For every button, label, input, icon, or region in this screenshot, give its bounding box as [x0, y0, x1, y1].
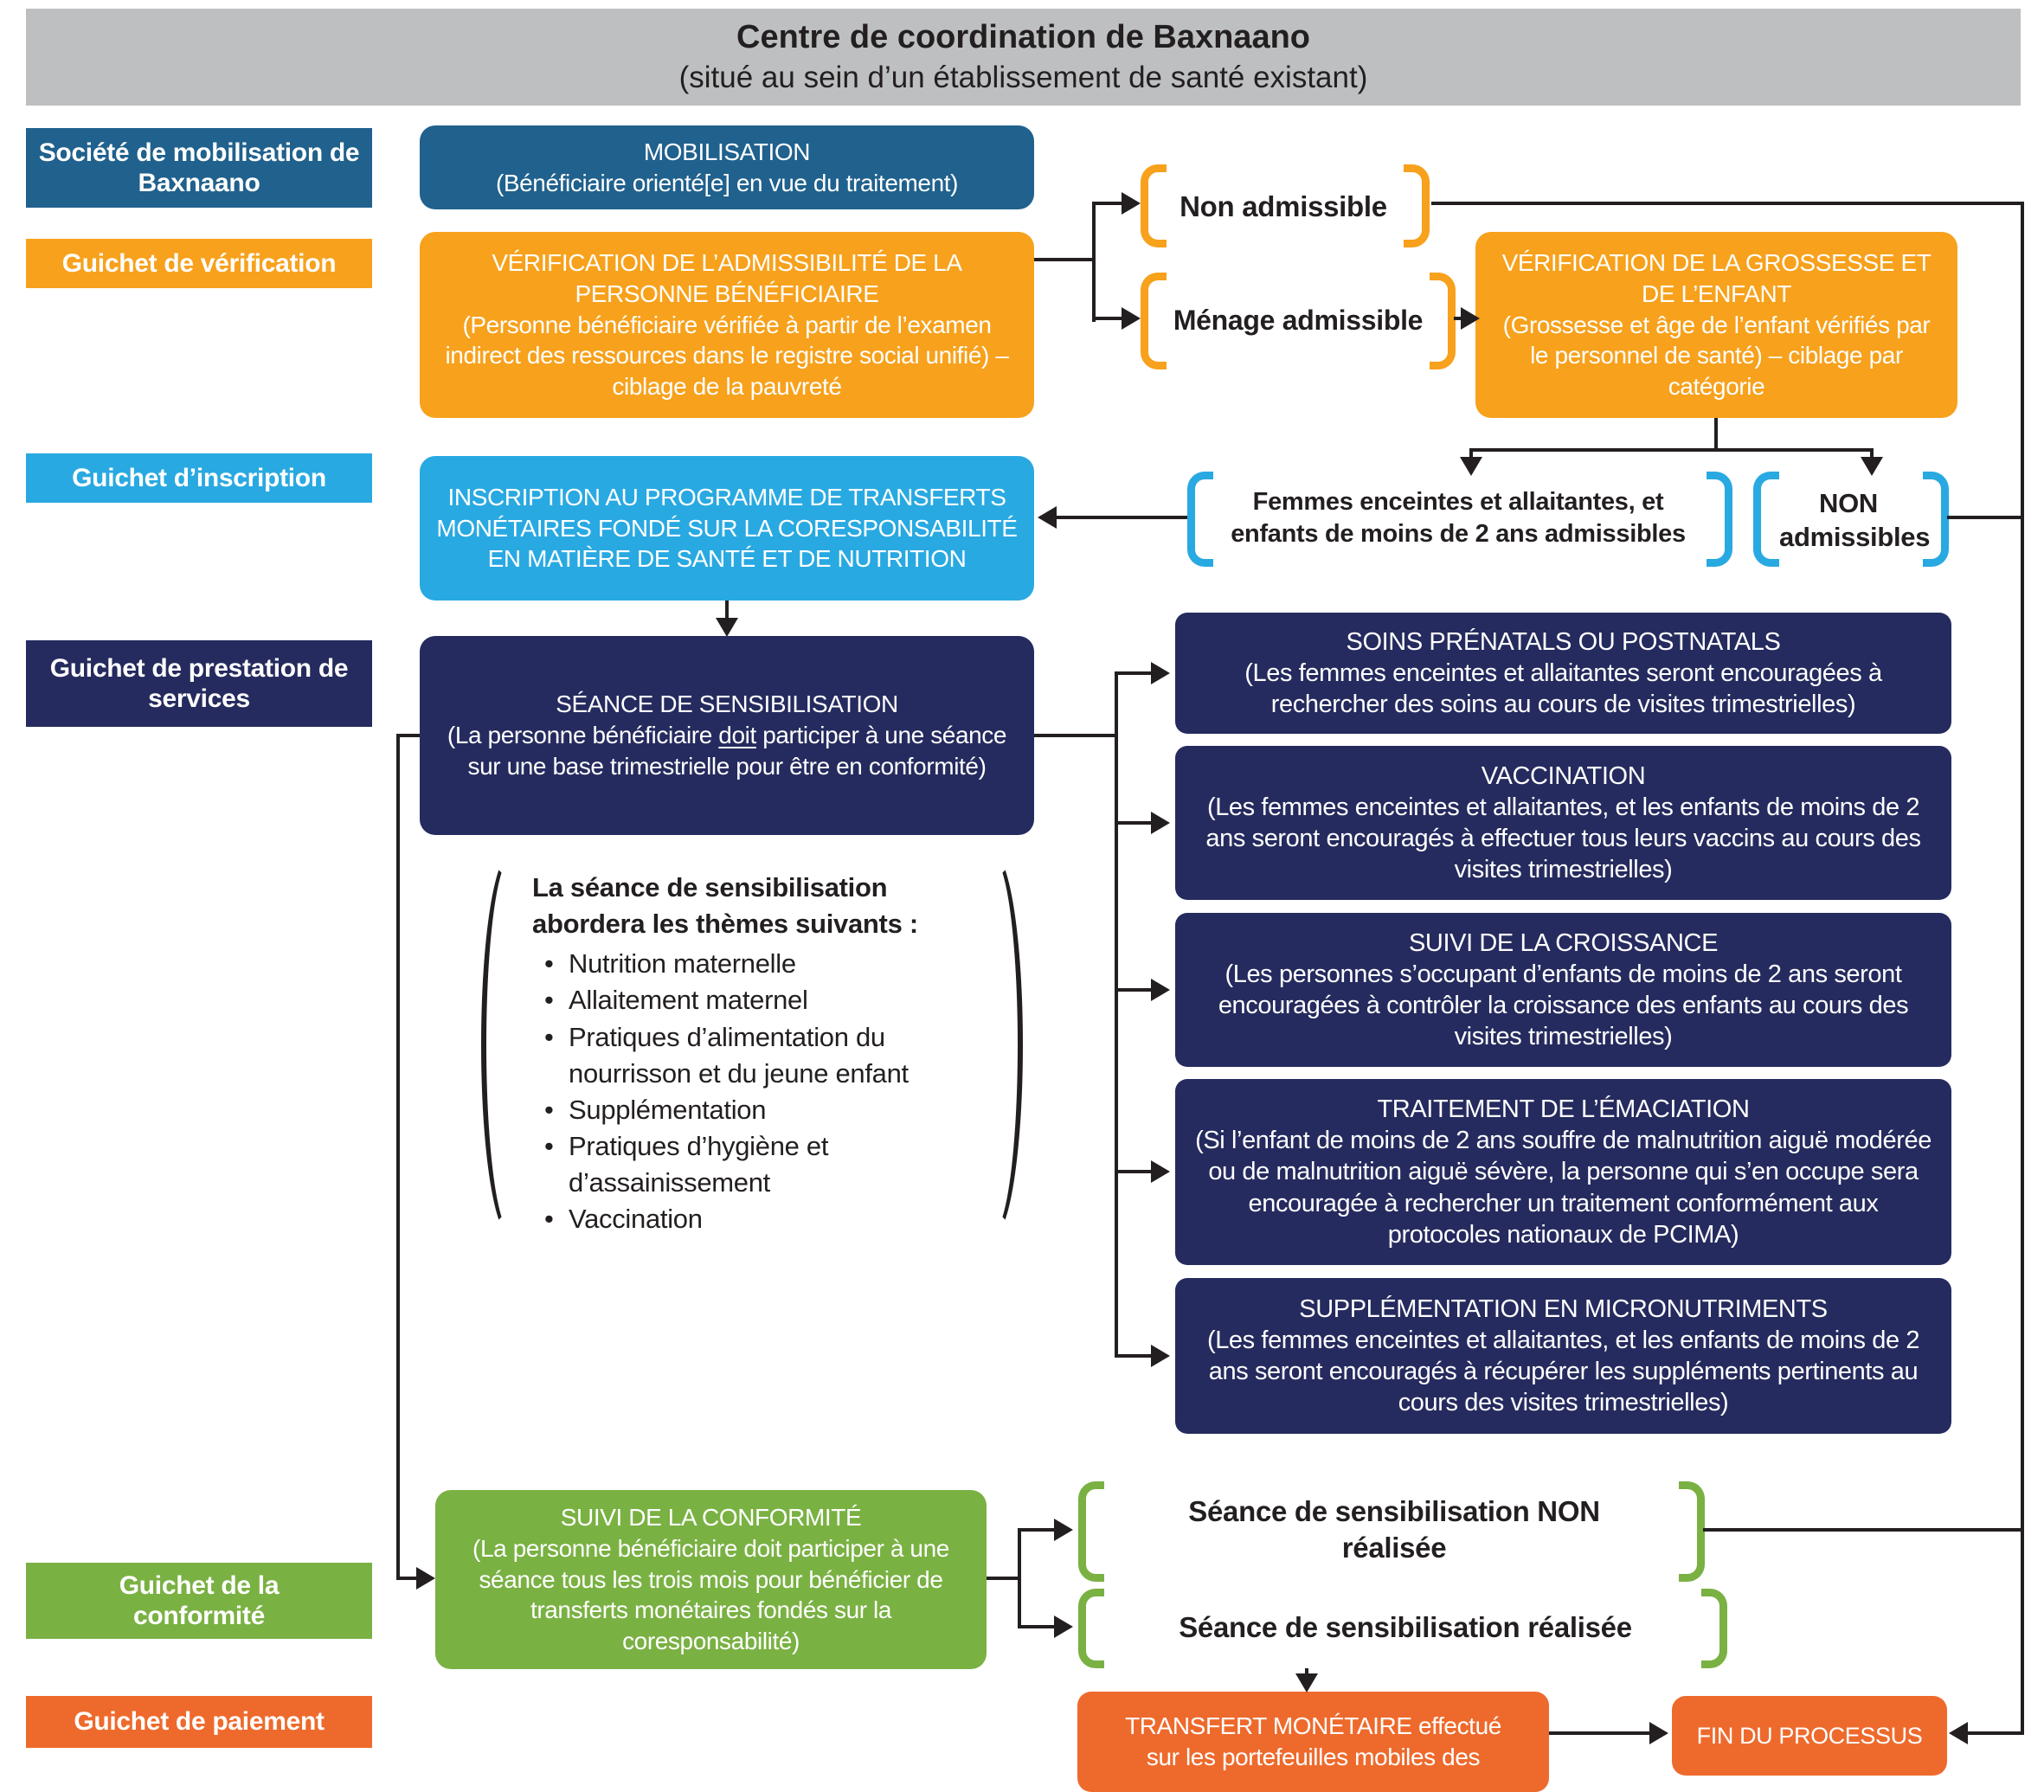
arrowhead-icon [416, 1567, 435, 1590]
node-inscription-programme [420, 456, 1034, 601]
bracket-icon [1078, 1589, 1104, 1668]
connector-line [1549, 1731, 1649, 1735]
node-body: (Personne bénéficiaire vérifiée à partir de l’examen indirect des ressources dans le registre social unifié) – ciblage de la pauvreté [445, 311, 1009, 401]
node-fin-processus [1672, 1696, 1947, 1776]
arrowhead-icon [1054, 1615, 1073, 1638]
sidebar-label-societe-mobilisation [26, 128, 372, 208]
connector-line [1092, 317, 1122, 320]
node-body: (Les femmes enceintes et allaitantes, et les enfants de moins de 2 ans seront encouragés à récupérer les suppléments pertinents au cours des visites trimestrielles) [1206, 1326, 1920, 1417]
node-title: VÉRIFICATION DE LA GROSSESSE ET DE L’ENFANT [1501, 248, 1932, 307]
bracket-icon [1187, 472, 1213, 567]
connector-line [1703, 1528, 2024, 1532]
connector-line [1018, 1625, 1054, 1628]
arrowhead-icon [1151, 812, 1170, 834]
node-body: (Si l’enfant de moins de 2 ans souffre de malnutrition aiguë modérée ou de malnutrition aiguë sévère, la personne qui s’en occupe sera encouragée à rechercher un traitement conformément aux protocoles nationaux de PCIMA) [1195, 1127, 1932, 1249]
sidebar-label-guichet-paiement [26, 1696, 372, 1748]
header-banner [26, 9, 2021, 106]
sidebar-label-text: Guichet de prestation de services [49, 653, 349, 713]
branch-label-seance-realisee: Séance de sensibilisation réalisée [1179, 1611, 1632, 1643]
node-title: FIN DU PROCESSUS [1696, 1722, 1923, 1749]
node-suivi-conformite [435, 1490, 987, 1669]
bracket-icon [1923, 472, 1949, 567]
node-title: SUIVI DE LA CONFORMITÉ [560, 1503, 862, 1531]
connector-line [1054, 516, 1187, 519]
node-body: sur les portefeuilles mobiles des [1146, 1744, 1481, 1770]
node-mobilisation [420, 125, 1034, 209]
node-verification-grossesse [1475, 232, 1957, 418]
node-title: SUPPLÉMENTATION EN MICRONUTRIMENTS [1299, 1294, 1828, 1323]
node-soins-prenatals [1175, 613, 1951, 734]
bracket-icon [1141, 164, 1167, 247]
branch-label-non-admissibles [1779, 486, 1931, 555]
connector-line [1115, 821, 1151, 825]
connector-line [396, 1577, 418, 1580]
node-body: (Les femmes enceintes et allaitantes, et les enfants de moins de 2 ans seront encouragés à effectuer tous leurs vaccins au cours des visites trimestrielles) [1205, 793, 1921, 884]
connector-line [1034, 734, 1116, 737]
connector-line [2021, 202, 2024, 1735]
node-title: TRANSFERT MONÉTAIRE effectué [1125, 1712, 1501, 1740]
label-line: Femmes enceintes et allaitantes, et [1252, 488, 1664, 516]
arrowhead-icon [1122, 192, 1141, 215]
connector-line [1018, 1528, 1054, 1532]
connector-line [1115, 988, 1151, 992]
list-item: • Vaccination [532, 1201, 991, 1237]
label-line: admissibles [1779, 522, 1931, 553]
node-body [435, 720, 1019, 782]
body-text: (La personne bénéficiaire [447, 722, 719, 749]
branch-label-femmes-admissibles [1212, 486, 1705, 550]
bracket-icon [1078, 1481, 1104, 1582]
connector-line [1469, 448, 1874, 452]
bracket-icon [1707, 472, 1732, 567]
list-item: • Supplémentation [532, 1092, 991, 1128]
node-verification-admissibilite [420, 232, 1034, 418]
arrowhead-icon [1151, 979, 1170, 1001]
themes-intro: La séance de sensibilisation abordera les thèmes suivants : [532, 872, 918, 940]
arrowhead-icon [1649, 1722, 1668, 1744]
list-item: • Pratiques d’hygiène et d’assainissement [532, 1128, 991, 1201]
sidebar-label-text: Guichet d’inscription [72, 463, 326, 492]
node-traitement-emaciation [1175, 1079, 1951, 1265]
node-body: (La personne bénéficiaire doit participer à une séance tous les trois mois pour bénéficier de transferts monétaires fondés sur la coresponsabilité) [472, 1534, 949, 1655]
arrowhead-icon [1151, 1160, 1170, 1183]
bracket-icon [1753, 472, 1779, 567]
arrowhead-icon [1054, 1519, 1073, 1541]
arrowhead-icon [1151, 662, 1170, 684]
list-item: • Pratiques d’alimentation du nourrisson et du jeune enfant [532, 1019, 991, 1092]
bracket-icon [1141, 273, 1167, 369]
bracket-icon [1679, 1481, 1705, 1582]
page-subtitle: (situé au sein d’un établissement de santé existant) [678, 60, 1368, 94]
node-title: SOINS PRÉNATALS OU POSTNATALS [1346, 627, 1781, 656]
list-item: • Nutrition maternelle [532, 946, 991, 982]
arrowhead-icon [1151, 1345, 1170, 1367]
connector-line [1115, 671, 1118, 1356]
connector-line [1431, 202, 2024, 205]
connector-line [1966, 1731, 2024, 1735]
connector-line [987, 1577, 1021, 1580]
node-transfert-monetaire [1077, 1692, 1549, 1792]
sidebar-label-guichet-conformite [26, 1563, 372, 1639]
arrowhead-icon [1861, 457, 1883, 476]
connector-line [1947, 516, 2024, 519]
node-body: (Les femmes enceintes et allaitantes seront encouragées à rechercher des soins au cours de visites trimestrielles) [1244, 658, 1882, 719]
connector-line [1092, 202, 1122, 205]
label-line: réalisée [1341, 1531, 1447, 1564]
connector-line [1115, 1354, 1151, 1358]
page-title: Centre de coordination de Baxnaano [736, 19, 1310, 56]
connector-line [1092, 202, 1096, 322]
sidebar-label-text: Guichet de paiement [74, 1707, 325, 1737]
node-title: VÉRIFICATION DE L’ADMISSIBILITÉ DE LA PERSONNE BÉNÉFICIAIRE [492, 248, 962, 307]
sidebar-label-guichet-inscription [26, 453, 372, 503]
sidebar-label-text: Guichet de la conformité [119, 1570, 280, 1630]
node-title: TRAITEMENT DE L’ÉMACIATION [1377, 1095, 1750, 1123]
connector-line [1034, 258, 1092, 261]
node-vaccination [1175, 746, 1951, 900]
connector-line [396, 734, 400, 1580]
label-line: Séance de sensibilisation NON [1188, 1495, 1600, 1527]
connector-line [396, 734, 420, 737]
branch-label-menage-admissible: Ménage admissible [1173, 305, 1424, 336]
arrowhead-icon [1949, 1722, 1968, 1744]
bracket-icon [1404, 164, 1430, 247]
node-body: (Les personnes s’occupant d’enfants de moins de 2 ans seront encouragées à contrôler la croissance des enfants au cours des visites trimestrielles) [1218, 960, 1909, 1051]
body-text: participer à une séance sur une base trimestrielle pour être en conformité) [467, 722, 1007, 780]
sidebar-label-guichet-verification [26, 239, 372, 288]
branch-label-seance-non-realisee [1113, 1493, 1675, 1566]
arrowhead-icon [1038, 506, 1057, 529]
node-title: SÉANCE DE SENSIBILISATION [556, 690, 898, 718]
arrowhead-icon [1461, 307, 1480, 330]
themes-note [532, 870, 991, 1238]
sidebar-label-text: Guichet de vérification [61, 248, 337, 278]
node-seance-sensibilisation [420, 636, 1034, 835]
underlined-word: doit [718, 722, 756, 749]
label-line: NON [1819, 488, 1878, 518]
connector-line [1714, 418, 1718, 450]
node-suivi-croissance [1175, 913, 1951, 1067]
node-title: VACCINATION [1481, 761, 1646, 790]
list-item: • Allaitement maternel [532, 982, 991, 1018]
connector-line [1018, 1528, 1021, 1628]
connector-line [1115, 1170, 1151, 1173]
sidebar-label-text: Société de mobilisation de Baxnaano [38, 138, 360, 197]
bracket-icon [1701, 1589, 1727, 1668]
node-supplementation-micronutriments [1175, 1278, 1951, 1434]
node-title: MOBILISATION [643, 138, 811, 165]
arrowhead-icon [1295, 1673, 1318, 1692]
label-line: enfants de moins de 2 ans admissibles [1231, 519, 1686, 548]
connector-line [1115, 671, 1151, 675]
bracket-icon [1430, 273, 1456, 369]
node-title: SUIVI DE LA CROISSANCE [1408, 928, 1719, 957]
arrowhead-icon [1122, 307, 1141, 330]
node-body: (Grossesse et âge de l’enfant vérifiés par le personnel de santé) – ciblage par catégorie [1502, 311, 1931, 401]
branch-label-non-admissible: Non admissible [1179, 190, 1387, 222]
node-body: (Bénéficiaire orienté[e] en vue du traitement) [495, 169, 959, 196]
arrowhead-icon [716, 618, 738, 637]
sidebar-label-guichet-prestation [26, 640, 372, 727]
node-title: INSCRIPTION AU PROGRAMME DE TRANSFERTS MONÉTAIRES FONDÉ SUR LA CORESPONSABILITÉ EN MATIÈRE DE SANTÉ ET DE NUTRITION [436, 483, 1018, 573]
arrowhead-icon [1460, 457, 1482, 476]
